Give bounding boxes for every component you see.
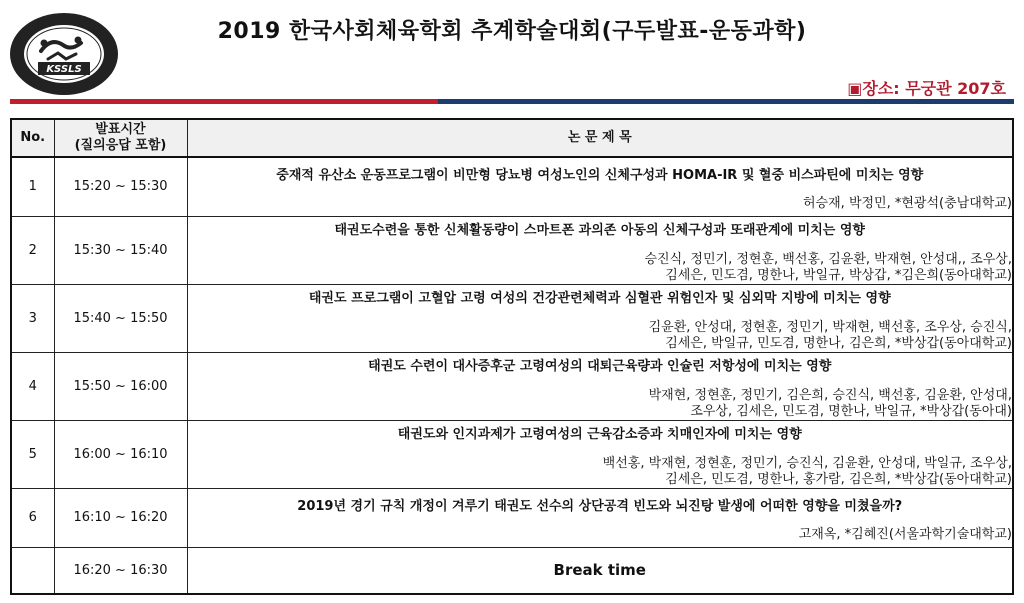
paper-title: 중재적 유산소 운동프로그램이 비만형 당뇨병 여성노인의 신체구성과 HOMA-IR 및 혈중 비스파틴에 미치는 영향 [276, 167, 924, 183]
header-time-line2: (질의응답 포함) [74, 138, 167, 153]
row-paper [187, 420, 1013, 488]
row-time: 16:20 ~ 16:30 [54, 547, 187, 594]
paper-authors: 김세은, 민도겸, 명한나, 박일규, 박상갑, *김은희(동아대학교) [665, 267, 1012, 283]
table-header-row [11, 119, 1013, 157]
row-paper [187, 488, 1013, 547]
paper-title: 2019년 경기 규칙 개정이 겨루기 태권도 선수의 상단공격 빈도와 뇌진탕 발생에 어떠한 영향을 미쳤을까? [297, 498, 903, 514]
row-time: 16:00 ~ 16:10 [54, 420, 187, 488]
row-no [11, 547, 54, 594]
svg-text:KSSLS: KSSLS [46, 64, 82, 75]
table-row [11, 420, 1013, 488]
header-title: 논 문 제 목 [187, 119, 1013, 157]
paper-title: 태권도와 인지과제가 고령여성의 근육감소증과 치매인자에 미치는 영향 [397, 426, 802, 442]
paper-authors: 김세은, 박일규, 민도겸, 명한나, 김은희, *박상갑(동아대학교) [665, 335, 1012, 351]
paper-authors: 박재현, 정현훈, 정민기, 김은희, 승진식, 백선홍, 김윤환, 안성대, [648, 387, 1012, 403]
header-time-line1: 발표시간 [95, 122, 146, 137]
schedule-table [10, 118, 1014, 595]
venue-label: ▣장소: 무궁관 207호 [847, 79, 1006, 98]
row-time: 16:10 ~ 16:20 [54, 488, 187, 547]
paper-authors: 김윤환, 안성대, 정현훈, 정민기, 박재현, 백선홍, 조우상, 승진식, [648, 319, 1012, 335]
row-no: 3 [11, 284, 54, 352]
row-no: 1 [11, 157, 54, 216]
blue-divider [438, 99, 1014, 104]
paper-title: 태권도 수련이 대사증후군 고령여성의 대퇴근육량과 인슐린 저항성에 미치는 영향 [368, 358, 832, 374]
paper-authors: 허승재, 박정민, *현광석(충남대학교) [803, 195, 1012, 211]
paper-authors: 조우상, 김세은, 민도겸, 명한나, 박일규, *박상갑(동아대) [690, 403, 1012, 419]
row-no: 5 [11, 420, 54, 488]
paper-authors: 김세은, 민도겸, 명한나, 홍가람, 김은희, *박상갑(동아대학교) [665, 471, 1012, 487]
table-row [11, 284, 1013, 352]
row-paper [187, 216, 1013, 284]
table-row [11, 352, 1013, 420]
red-divider [10, 99, 438, 104]
row-no: 6 [11, 488, 54, 547]
table-row [11, 488, 1013, 547]
row-time: 15:20 ~ 15:30 [54, 157, 187, 216]
header-no: No. [11, 119, 54, 157]
paper-title: 태권도수련을 통한 신체활동량이 스마트폰 과의존 아동의 신체구성과 또래관계에 미치는 영향 [334, 222, 865, 238]
break-row [11, 547, 1013, 594]
header-time [54, 119, 187, 157]
row-time: 15:50 ~ 16:00 [54, 352, 187, 420]
row-time: 15:30 ~ 15:40 [54, 216, 187, 284]
table-row [11, 157, 1013, 216]
row-no: 4 [11, 352, 54, 420]
row-paper [187, 157, 1013, 216]
paper-authors: 백선홍, 박재현, 정현훈, 정민기, 승진식, 김윤환, 안성대, 박일규, 조우상, [602, 455, 1012, 471]
paper-authors: 승진식, 정민기, 정현훈, 백선홍, 김윤환, 박재현, 안성대,, 조우상, [644, 251, 1012, 267]
paper-title: 태권도 프로그램이 고혈압 고령 여성의 건강관련체력과 심혈관 위험인자 및 심외막 지방에 미치는 영향 [308, 290, 891, 306]
row-no: 2 [11, 216, 54, 284]
row-paper [187, 284, 1013, 352]
table-row [11, 216, 1013, 284]
paper-authors: 고재옥, *김혜진(서울과학기술대학교) [798, 526, 1012, 542]
page-title: 2019 한국사회체육학회 추계학술대회(구두발표-운동과학) [217, 19, 807, 44]
row-time: 15:40 ~ 15:50 [54, 284, 187, 352]
row-paper [187, 352, 1013, 420]
break-label: Break time [187, 547, 1013, 594]
